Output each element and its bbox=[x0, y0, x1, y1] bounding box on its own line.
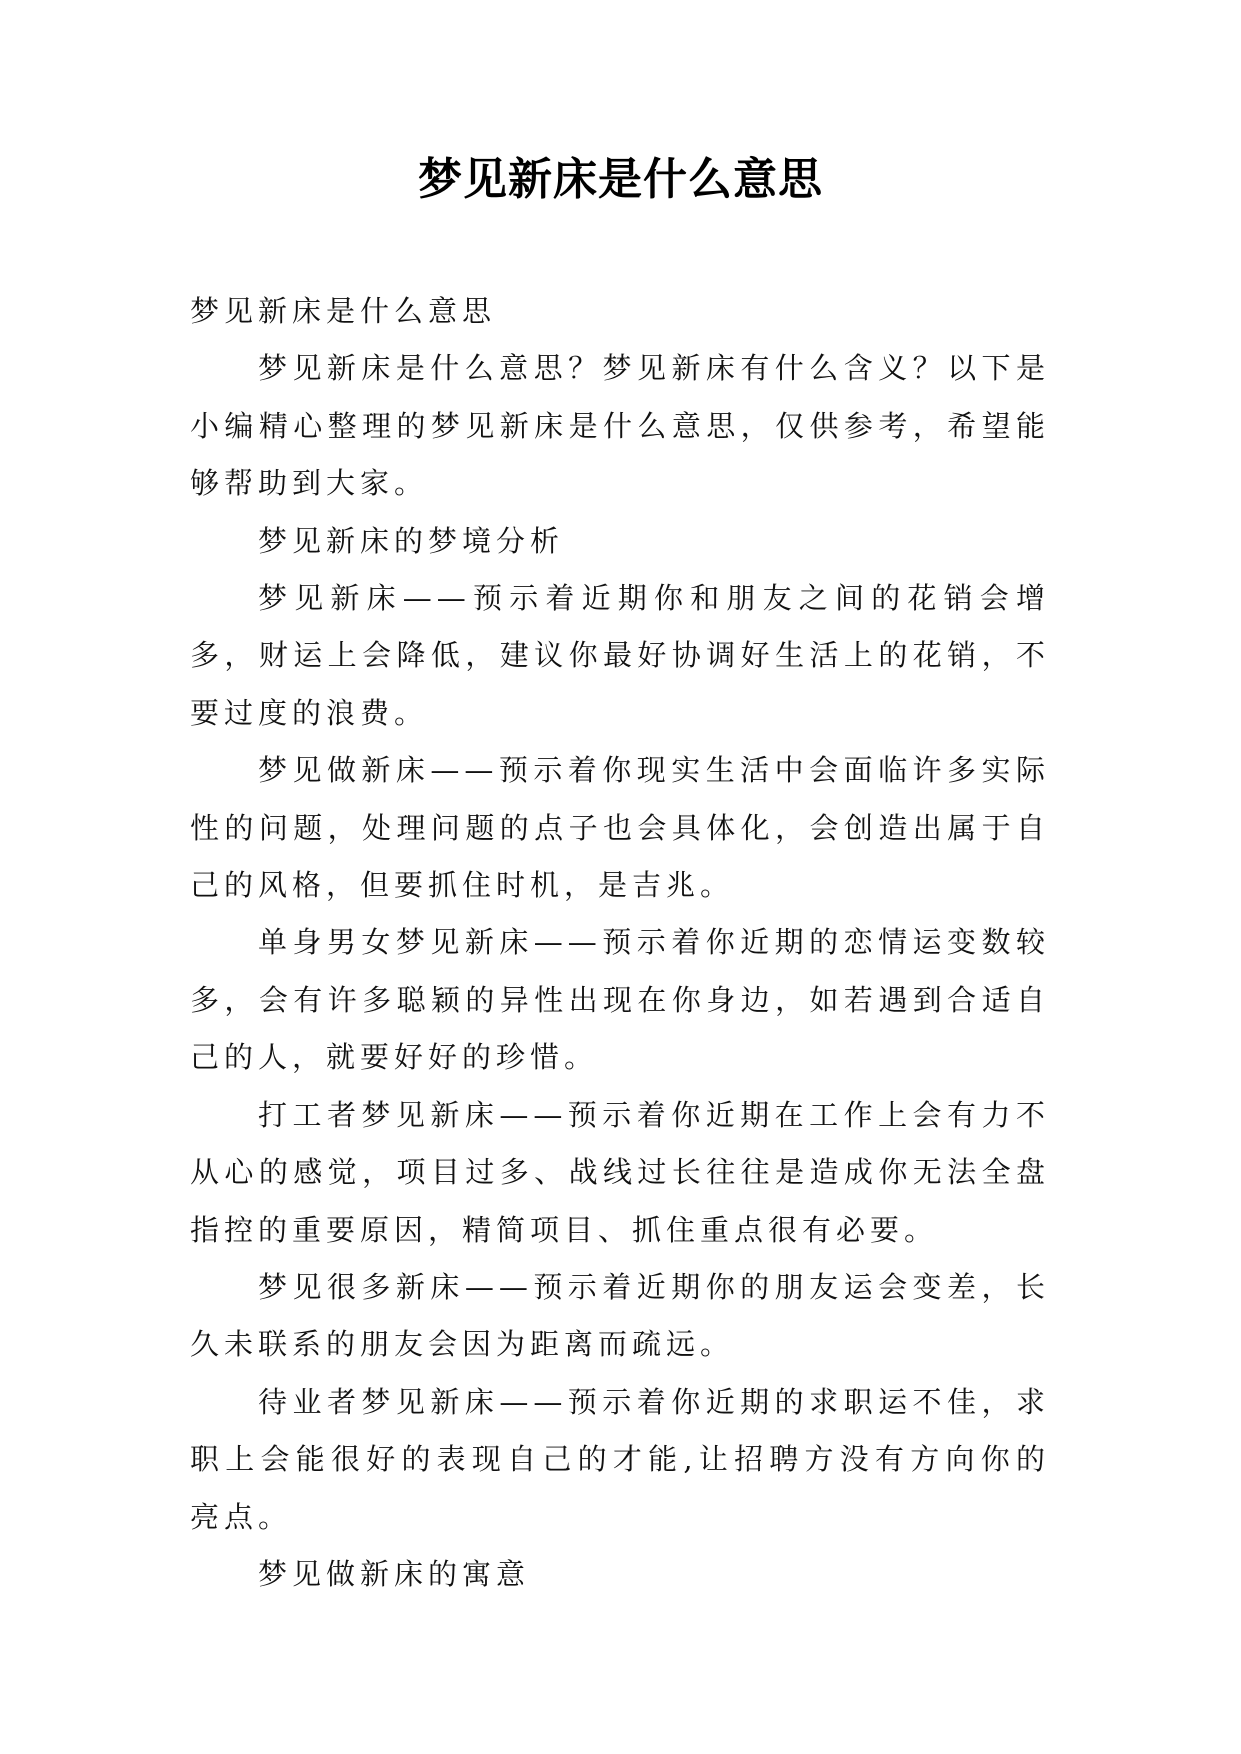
paragraph: 单身男女梦见新床——预示着你近期的恋情运变数较多，会有许多聪颖的异性出现在你身边，如若遇到合适自己的人，就要好好的珍惜。 bbox=[190, 925, 1050, 1075]
paragraph-heading: 梦见新床是什么意思 bbox=[190, 294, 497, 328]
section-heading-meaning: 梦见做新床的寓意 bbox=[258, 1556, 531, 1591]
section-heading-analysis: 梦见新床的梦境分析 bbox=[258, 523, 565, 558]
paragraph: 梦见新床——预示着近期你和朋友之间的花销会增多，财运上会降低，建议你最好协调好生活上的花销，不要过度的浪费。 bbox=[190, 581, 1050, 730]
document-body bbox=[190, 283, 1050, 1603]
paragraph: 待业者梦见新床——预示着你近期的求职运不佳，求职上会能很好的表现自己的才能,让招聘方没有方向你的亮点。 bbox=[190, 1384, 1050, 1534]
paragraph: 打工者梦见新床——预示着你近期在工作上会有力不从心的感觉，项目过多、战线过长往往是造成你无法全盘指控的重要原因，精简项目、抓住重点很有必要。 bbox=[190, 1097, 1050, 1247]
paragraph: 梦见很多新床——预示着近期你的朋友运会变差，长久未联系的朋友会因为距离而疏远。 bbox=[190, 1269, 1050, 1362]
paragraph: 梦见做新床——预示着你现实生活中会面临许多实际性的问题，处理问题的点子也会具体化，会创造出属于自己的风格，但要抓住时机，是吉兆。 bbox=[190, 753, 1050, 903]
paragraph-intro: 梦见新床是什么意思？梦见新床有什么含义？以下是小编精心整理的梦见新床是什么意思，仅供参考，希望能够帮助到大家。 bbox=[190, 351, 1050, 501]
document-title: 梦见新床是什么意思 bbox=[418, 154, 823, 205]
